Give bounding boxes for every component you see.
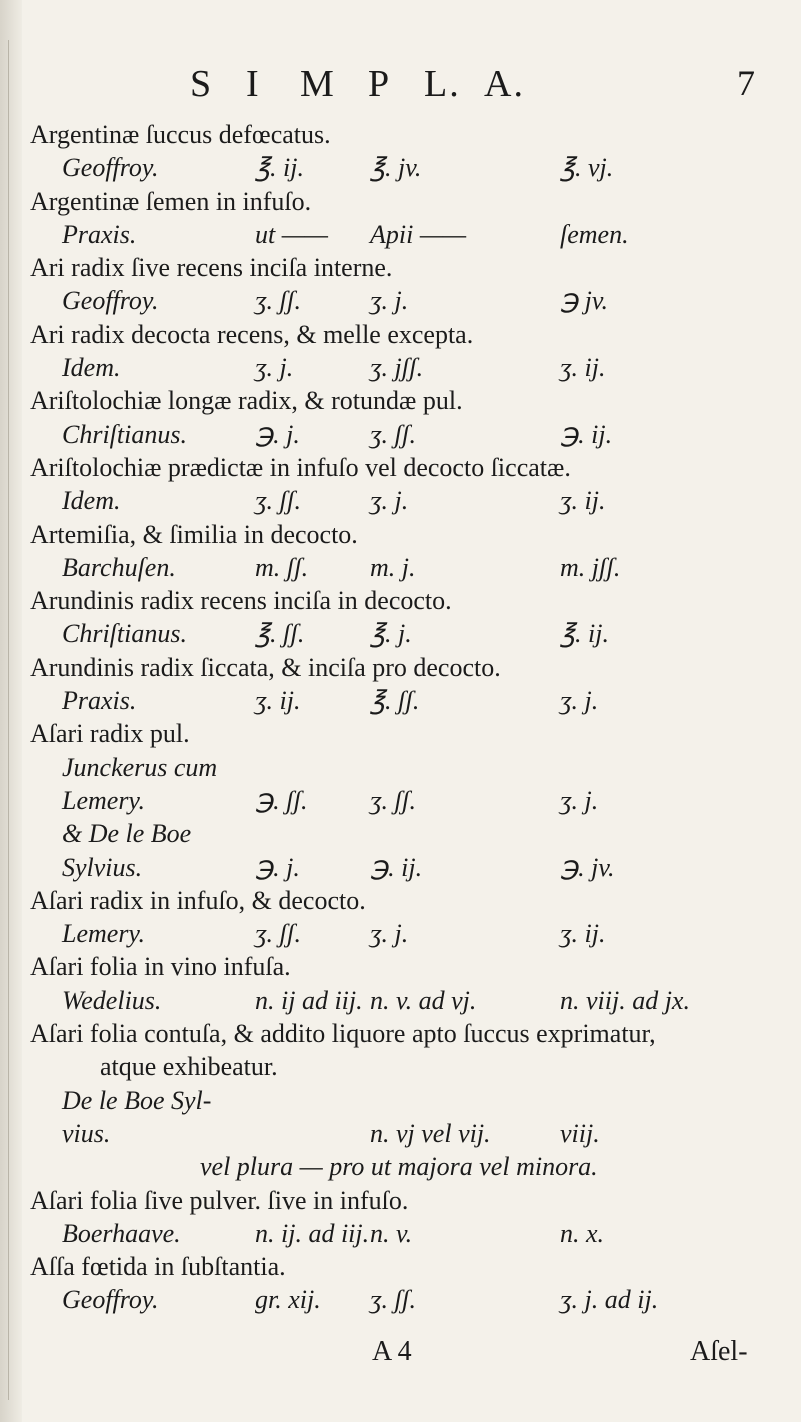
dose-mid: ℈. ij. bbox=[370, 852, 423, 882]
dose-line bbox=[30, 819, 798, 852]
ingredient-text: Aſari folia in vino infuſa. bbox=[30, 952, 291, 982]
dose-line bbox=[30, 753, 798, 786]
ingredient-line bbox=[30, 886, 798, 919]
ingredient-line bbox=[30, 1186, 798, 1219]
author-name: Praxis. bbox=[62, 219, 137, 249]
dose-max: ʒ. ij. bbox=[560, 486, 606, 516]
dose-min: ʒ. ʃʃ. bbox=[255, 286, 301, 316]
header-letter: M bbox=[300, 63, 336, 105]
dose-max: ℈. ij. bbox=[560, 419, 613, 449]
ingredient-line bbox=[30, 520, 798, 553]
dose-line bbox=[30, 619, 798, 652]
ingredient-text: Aſari radix in infuſo, & decocto. bbox=[30, 885, 366, 915]
ingredient-line bbox=[30, 1252, 798, 1285]
ingredient-text: Arundinis radix recens inciſa in decocto. bbox=[30, 586, 452, 616]
ingredient-line bbox=[30, 586, 798, 619]
ingredient-text: Ariſtolochiæ longæ radix, & rotundæ pul. bbox=[30, 386, 463, 416]
dose-line bbox=[30, 1219, 798, 1252]
dose-min: ℈. j. bbox=[255, 852, 300, 882]
ingredient-text: Artemiſia, & ſimilia in decocto. bbox=[30, 519, 358, 549]
header-letter: S bbox=[190, 63, 214, 105]
ingredient-line bbox=[30, 719, 798, 752]
dose-mid: ʒ. jʃʃ. bbox=[370, 353, 424, 383]
dose-min: n. ij ad iij. bbox=[255, 985, 363, 1015]
ingredient-text: Argentinæ ſuccus defœcatus. bbox=[30, 120, 331, 149]
author-name: Geoffroy. bbox=[62, 153, 159, 183]
dose-mid: ℥. j. bbox=[370, 619, 412, 649]
page-gutter bbox=[0, 0, 22, 1422]
author-name: Geoffroy. bbox=[62, 1285, 159, 1315]
dose-line bbox=[30, 986, 798, 1019]
dose-line bbox=[30, 486, 798, 519]
ingredient-text: Ari radix decocta recens, & melle excepta. bbox=[30, 319, 474, 349]
dose-max: ʒ. j. ad ij. bbox=[560, 1285, 659, 1315]
author-name: Wedelius. bbox=[62, 985, 162, 1015]
author-name: Barchuſen. bbox=[62, 552, 176, 582]
dose-max: ℈ jv. bbox=[560, 286, 608, 316]
author-name: vius. bbox=[62, 1118, 111, 1148]
dose-max: ʒ. ij. bbox=[560, 919, 606, 949]
dose-mid: ʒ. ʃʃ. bbox=[370, 419, 416, 449]
dose-line bbox=[30, 553, 798, 586]
dose-line bbox=[30, 786, 798, 819]
dose-min: ut —— bbox=[255, 219, 328, 249]
dose-min: ℥. ij. bbox=[255, 153, 304, 183]
author-name: Geoffroy. bbox=[62, 286, 159, 316]
dose-mid: ʒ. ʃʃ. bbox=[370, 785, 416, 815]
ingredient-text: Aſari folia ſive pulver. ſive in infuſo. bbox=[30, 1185, 409, 1215]
header-letter: A. bbox=[484, 63, 525, 105]
author-name: Chriſtianus. bbox=[62, 619, 187, 649]
ingredient-line bbox=[30, 952, 798, 985]
dose-max: viij. bbox=[560, 1118, 600, 1148]
dose-max: ℥. ij. bbox=[560, 619, 609, 649]
ingredient-text: Aſari folia contuſa, & addito liquore apto ſuccus exprimatur, bbox=[30, 1019, 656, 1049]
dose-mid: ʒ. j. bbox=[370, 486, 409, 516]
author-name: Lemery. bbox=[62, 919, 146, 949]
gutter-line bbox=[8, 40, 9, 1400]
dose-mid: ʒ. j. bbox=[370, 286, 409, 316]
dose-max: ℥. vj. bbox=[560, 153, 614, 183]
dose-mid: n. v. bbox=[370, 1218, 413, 1248]
text-line bbox=[30, 1152, 798, 1185]
dose-line bbox=[30, 853, 798, 886]
author-name: Chriſtianus. bbox=[62, 419, 187, 449]
ingredient-line bbox=[30, 187, 798, 220]
dose-mid: n. vj vel vij. bbox=[370, 1118, 491, 1148]
dose-max: n. x. bbox=[560, 1218, 605, 1248]
dose-line bbox=[30, 1119, 798, 1152]
page-number: 7 bbox=[737, 63, 757, 103]
dose-min: ʒ. ʃʃ. bbox=[255, 486, 301, 516]
continued-text: atque exhibeatur. bbox=[100, 1052, 278, 1082]
ingredient-text: Ariſtolochiæ prædictæ in infuſo vel decocto ſiccatæ. bbox=[30, 452, 571, 482]
header-letter: L. bbox=[424, 63, 461, 105]
dose-mid: ℥. jv. bbox=[370, 153, 422, 183]
dose-line bbox=[30, 286, 798, 319]
signature-mark: A 4 bbox=[372, 1336, 412, 1367]
dose-line bbox=[30, 353, 798, 386]
ingredient-text: Aſari radix pul. bbox=[30, 719, 190, 749]
catchword: Aſel- bbox=[690, 1336, 748, 1367]
dose-min: ℥. ʃʃ. bbox=[255, 619, 305, 649]
dose-min: m. ʃʃ. bbox=[255, 552, 309, 582]
author-name: Sylvius. bbox=[62, 852, 143, 882]
dose-line bbox=[30, 919, 798, 952]
ingredient-text: Argentinæ ſemen in infuſo. bbox=[30, 186, 312, 216]
dose-min: ℈. j. bbox=[255, 419, 300, 449]
dose-mid: n. v. ad vj. bbox=[370, 985, 477, 1015]
header-letter: P bbox=[368, 63, 392, 105]
dose-line bbox=[30, 420, 798, 453]
ingredient-text: Ari radix ſive recens inciſa interne. bbox=[30, 253, 393, 283]
dose-line bbox=[30, 1086, 798, 1119]
ingredient-line bbox=[30, 453, 798, 486]
dose-max: ʒ. ij. bbox=[560, 353, 606, 383]
dose-mid: ʒ. ʃʃ. bbox=[370, 1285, 416, 1315]
header-letter: I bbox=[246, 63, 261, 105]
dose-min: ʒ. ij. bbox=[255, 686, 301, 716]
dosage-list bbox=[30, 120, 798, 1319]
dose-line bbox=[30, 220, 798, 253]
ingredient-line bbox=[30, 320, 798, 353]
ingredient-line bbox=[30, 386, 798, 419]
dose-min: ʒ. ʃʃ. bbox=[255, 919, 301, 949]
dose-mid: Apii —— bbox=[370, 219, 467, 249]
dose-min: ʒ. j. bbox=[255, 353, 294, 383]
dose-max: ʒ. j. bbox=[560, 785, 599, 815]
dose-line bbox=[30, 686, 798, 719]
author-name: Idem. bbox=[62, 353, 121, 383]
author-name: De le Boe Syl- bbox=[62, 1085, 212, 1115]
dose-min: ℈. ʃʃ. bbox=[255, 785, 308, 815]
author-name: Idem. bbox=[62, 486, 121, 516]
dose-min: n. ij. ad iij. bbox=[255, 1218, 370, 1248]
dose-line bbox=[30, 1285, 798, 1318]
dose-mid: ʒ. j. bbox=[370, 919, 409, 949]
author-name: Praxis. bbox=[62, 686, 137, 716]
dose-line bbox=[30, 153, 798, 186]
dose-min: gr. xij. bbox=[255, 1285, 321, 1315]
dose-max: ſemen. bbox=[560, 219, 629, 249]
author-name: Junckerus cum bbox=[62, 752, 218, 782]
dose-mid: m. j. bbox=[370, 552, 416, 582]
ingredient-line bbox=[30, 1019, 798, 1052]
dose-note: vel plura — pro ut majora vel minora. bbox=[200, 1152, 598, 1182]
dose-mid: ℥. ʃʃ. bbox=[370, 686, 420, 716]
dose-max: n. viij. ad jx. bbox=[560, 985, 690, 1015]
author-name: Lemery. bbox=[62, 785, 146, 815]
text-line bbox=[30, 1052, 798, 1085]
author-name: Boerhaave. bbox=[62, 1218, 181, 1248]
dose-max: ʒ. j. bbox=[560, 686, 599, 716]
running-header bbox=[0, 62, 801, 112]
page-footer bbox=[0, 1336, 801, 1376]
ingredient-text: Aſſa fœtida in ſubſtantia. bbox=[30, 1252, 286, 1282]
ingredient-line bbox=[30, 253, 798, 286]
ingredient-line bbox=[30, 653, 798, 686]
dose-max: m. jʃʃ. bbox=[560, 552, 621, 582]
ingredient-line bbox=[30, 120, 798, 153]
author-name: & De le Boe bbox=[62, 819, 192, 849]
ingredient-text: Arundinis radix ſiccata, & inciſa pro decocto. bbox=[30, 652, 501, 682]
dose-max: ℈. jv. bbox=[560, 852, 615, 882]
